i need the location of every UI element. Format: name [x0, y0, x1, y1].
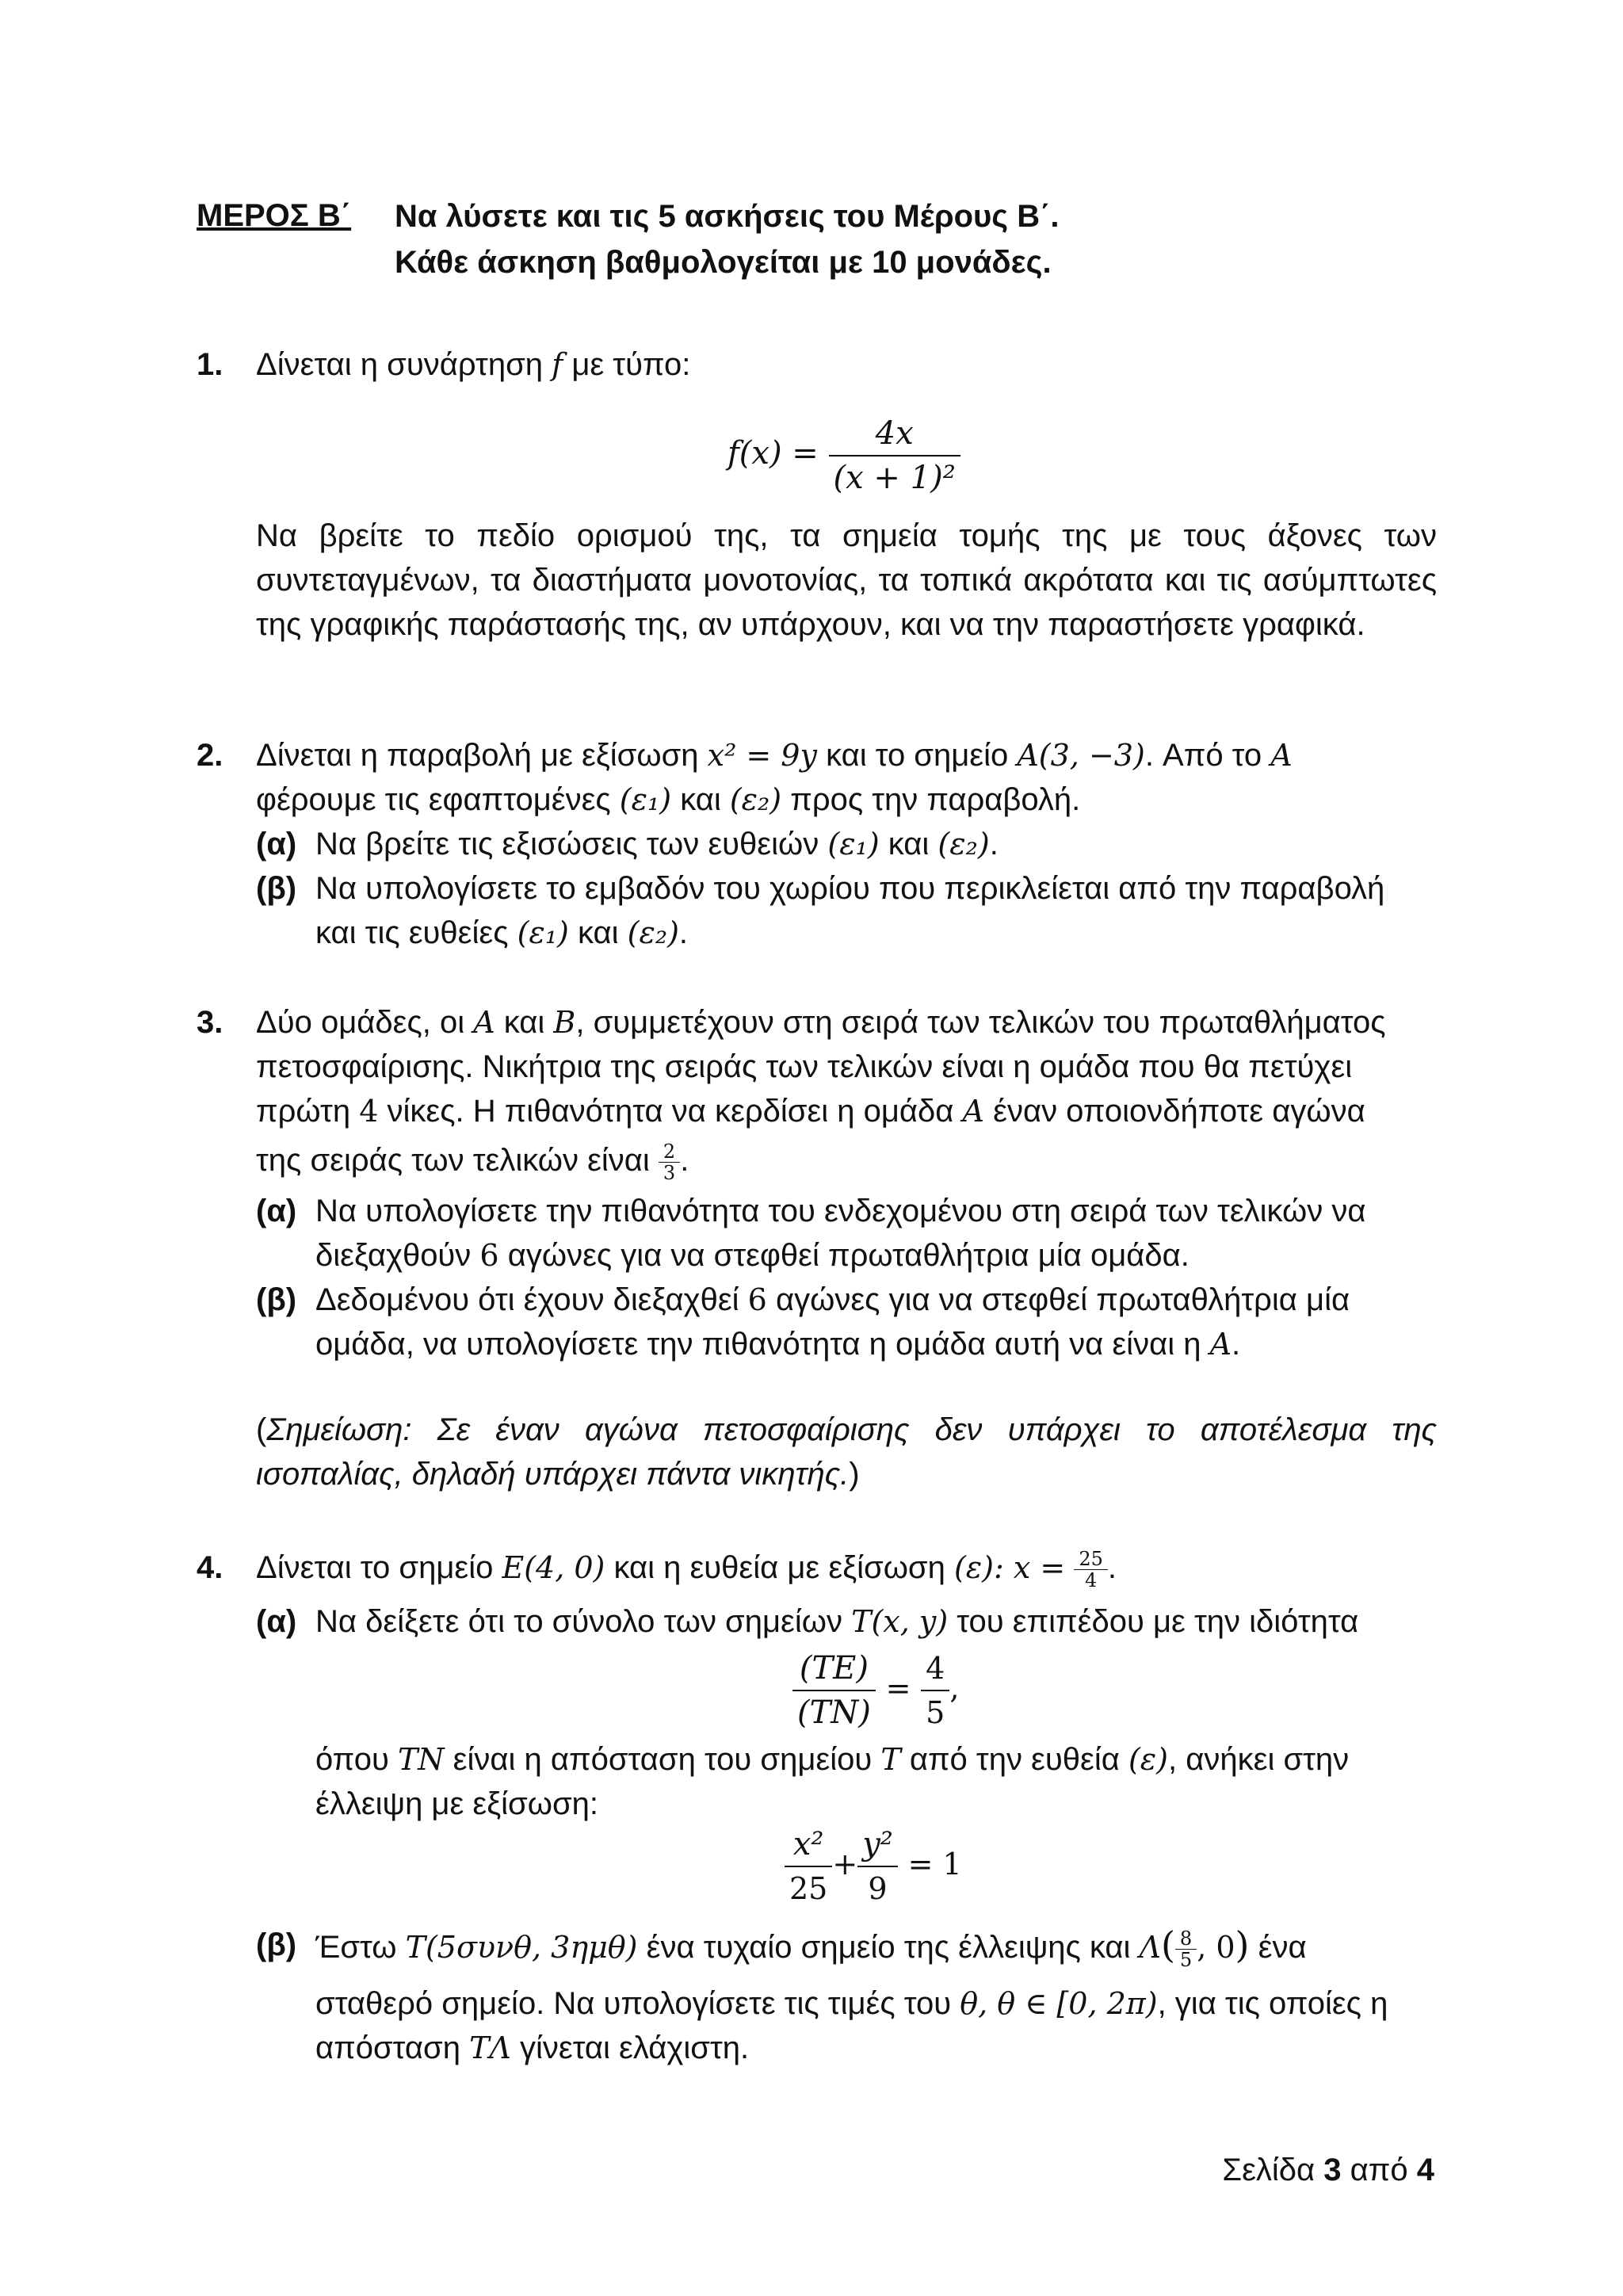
tangent-1: (ε₁): [619, 782, 672, 817]
numerator: y²: [857, 1823, 898, 1867]
total-pages: 4: [1416, 2153, 1434, 2187]
line-equation: (ε): x =: [953, 1550, 1066, 1585]
text: της σειράς των τελικών είναι: [256, 1143, 659, 1178]
numerator: 8: [1175, 1928, 1197, 1950]
exercise-2-line-1: [256, 733, 1437, 777]
tangent-2: (ε₂): [627, 915, 679, 950]
exercise-2-number: 2.: [197, 738, 223, 773]
denominator: 25: [789, 1871, 828, 1906]
text: .: [680, 1143, 689, 1178]
text: .: [989, 827, 999, 861]
text: έλλειψη με εξίσωση:: [315, 1786, 599, 1821]
text: έναν οποιονδήποτε αγώνα: [984, 1094, 1365, 1129]
instructions-line-1: Να λύσετε και τις 5 ασκήσεις του Μέρους Β΄.: [395, 199, 1060, 234]
text: , ανήκει στην: [1168, 1742, 1350, 1777]
rhs: = 1: [907, 1847, 962, 1881]
text: και: [495, 1005, 554, 1040]
exercise-2-a-text: [315, 822, 1437, 866]
formula-lhs: f(x) =: [727, 435, 819, 472]
text: γίνεται ελάχιστη.: [510, 2030, 750, 2065]
plus: +: [832, 1847, 858, 1881]
text: Έστω: [315, 1930, 406, 1965]
point-E: E(4, 0): [502, 1550, 605, 1585]
text: αγώνες για να στεφθεί πρωταθλήτρια μία ομάδα.: [498, 1238, 1190, 1273]
exercise-1-intro-text-end: με τύπο:: [563, 347, 691, 382]
text: όπου: [315, 1742, 398, 1777]
part-label: ΜΕΡΟΣ Β΄: [197, 198, 352, 233]
text: , συμμετέχουν στη σειρά των τελικών του πρωταθλήματος: [575, 1005, 1386, 1040]
exercise-3-note: [256, 1408, 1437, 1496]
page-footer: [1222, 2148, 1434, 2192]
point-L-fraction: [1175, 1928, 1197, 1970]
exercise-4-a-line-1: [315, 1599, 1437, 1644]
text: προς την παραβολή.: [781, 782, 1081, 817]
text: . Από το: [1144, 738, 1271, 773]
exercise-4-a-line-2: [315, 1737, 1437, 1826]
exercise-4-number: 4.: [197, 1550, 223, 1585]
tangent-1: (ε₁): [827, 827, 880, 861]
text: Να δείξετε ότι το σύνολο των σημείων: [315, 1604, 852, 1639]
text: πρώτη: [256, 1094, 360, 1129]
text: από την ευθεία: [900, 1742, 1128, 1777]
numerator: x²: [785, 1823, 832, 1867]
text: απόσταση: [315, 2030, 470, 2065]
point-T: T(x, y): [851, 1604, 949, 1639]
text: νίκες. Η πιθανότητα να κερδίσει η ομάδα: [378, 1094, 963, 1129]
instructions-line-2: Κάθε άσκηση βαθμολογείται με 10 μονάδες.: [395, 245, 1052, 280]
text: Δίνεται η παραβολή με εξίσωση: [256, 738, 708, 773]
exercise-3-text: [256, 1000, 1437, 1183]
exercise-4-b-text: Έστω T(5συνθ, 3ημθ) ένα τυχαίο σημείο της έλλειψης και Λ( $\frac{8}{5}$ , 0) ένα σταθερό σημείο. Να υπολογίσετε τις τιμές του θ, θ ∈ [0, 2π), για τις οποίες η απόσταση TΛ γίνεται ελάχιστη.: [315, 1924, 1388, 2065]
text: Δίνεται το σημείο: [256, 1550, 502, 1585]
note-italic: Σημείωση: Σε έναν αγώνα πετοσφαίρισης δεν υπάρχει το αποτέλεσμα της ισοπαλίας, δηλαδή υπάρχει πάντα νικητής.: [256, 1412, 1437, 1492]
numerator: 25: [1074, 1549, 1108, 1570]
text: διεξαχθούν: [315, 1238, 480, 1273]
footer-text: Σελίδα: [1222, 2153, 1324, 2187]
point-A-symbol: A: [1270, 738, 1293, 773]
exercise-4-a-label: (α): [256, 1604, 297, 1639]
text: .: [1107, 1550, 1117, 1585]
team-A: A: [1209, 1327, 1232, 1362]
ratio-equation: [792, 1647, 959, 1734]
exercise-3-a-label: (α): [256, 1194, 297, 1228]
part-instructions: [395, 193, 1060, 285]
text: και η ευθεία με εξίσωση: [605, 1550, 954, 1585]
numerator: (TE): [792, 1647, 876, 1691]
tangent-1: (ε₁): [517, 915, 569, 950]
text: και: [671, 782, 730, 817]
distance-TN: TN: [397, 1742, 445, 1777]
denominator: 3: [663, 1161, 676, 1184]
number-six: 6: [747, 1282, 767, 1317]
comma: ,: [949, 1671, 960, 1706]
team-A: A: [962, 1094, 984, 1129]
formula-numerator: 4x: [829, 412, 960, 457]
exercise-2-a-label: (α): [256, 827, 297, 861]
point-T: T: [880, 1742, 901, 1777]
exercise-3-b-label: (β): [256, 1282, 297, 1317]
text: ομάδα, να υπολογίσετε την πιθανότητα η ομάδα αυτή να είναι η: [315, 1327, 1210, 1362]
ratio-value: [921, 1647, 949, 1734]
text: φέρουμε τις εφαπτομένες: [256, 782, 620, 817]
text: (: [256, 1412, 267, 1447]
text: ): [849, 1457, 860, 1492]
tangent-2: (ε₂): [938, 827, 990, 861]
exercise-2-b-label: (β): [256, 871, 297, 906]
equals: =: [885, 1671, 911, 1706]
exercise-2-b-text: [315, 866, 1437, 955]
text: .: [678, 915, 689, 950]
team-A: A: [473, 1005, 495, 1040]
text: Δεδομένου ότι έχουν διεξαχθεί: [315, 1282, 748, 1317]
exercise-2-line-2: [256, 777, 1437, 822]
theta-domain: θ, θ ∈ [0, 2π): [960, 1986, 1158, 2021]
number-four: 4: [359, 1094, 379, 1129]
text: [256, 1000, 1437, 1045]
ellipse-equation: [785, 1823, 962, 1910]
point-T-param: T(5συνθ, 3ημθ): [405, 1930, 638, 1965]
text: , για τις οποίες η: [1157, 1986, 1388, 2021]
denominator: 4: [1085, 1568, 1098, 1591]
text: Να υπολογίσετε την πιθανότητα του ενδεχομένου στη σειρά των τελικών να: [315, 1194, 1366, 1228]
denominator: 9: [868, 1871, 888, 1906]
text: και το σημείο: [816, 738, 1018, 773]
probability-fraction: [659, 1141, 680, 1183]
exercise-1-number: 1.: [197, 347, 223, 382]
team-B: B: [553, 1005, 576, 1040]
text: ένα τυχαίο σημείο της έλλειψης και: [637, 1930, 1140, 1965]
line-fraction: [1074, 1549, 1108, 1591]
tangent-2: (ε₂): [729, 782, 782, 817]
distance-TL: TΛ: [469, 2030, 511, 2065]
exercise-4-b-label: (β): [256, 1927, 297, 1962]
denominator: 5: [926, 1695, 945, 1730]
text: και: [568, 915, 628, 950]
denominator: 5: [1179, 1948, 1193, 1971]
numerator: 4: [921, 1647, 949, 1691]
text: .: [1232, 1327, 1241, 1362]
exercise-4-line-1: [256, 1545, 1437, 1591]
page-number: 3: [1323, 2153, 1342, 2187]
numerator: 2: [659, 1141, 680, 1163]
text: Δύο ομάδες, οι: [256, 1005, 474, 1040]
formula-denominator: (x + 1)²: [833, 460, 956, 496]
text: και τις ευθείες: [315, 915, 517, 950]
ellipse-fraction-x: [785, 1823, 832, 1910]
text: σταθερό σημείο. Να υπολογίσετε τις τιμές του: [315, 1986, 960, 2021]
line-epsilon: (ε): [1128, 1742, 1169, 1777]
exercise-3-b-text: [315, 1278, 1437, 1366]
footer-text: από: [1341, 2153, 1417, 2187]
exercise-1-text: Να βρείτε το πεδίο ορισμού της, τα σημεία τομής της με τους άξονες των συντεταγμένων, τα διαστήματα μονοτονίας, τα τοπικά ακρότατα και τις ασύμπτωτες της γραφικής παράστασής της, αν υπάρχουν, και να την παραστήσετε γραφικά.: [256, 518, 1437, 642]
point-L-y: , 0: [1197, 1930, 1235, 1965]
ellipse-fraction-y: [857, 1823, 898, 1910]
text: είναι η απόσταση του σημείου: [444, 1742, 881, 1777]
exercise-1-formula: [727, 412, 960, 499]
function-symbol: f: [552, 347, 563, 382]
formula-fraction: [829, 412, 960, 499]
point-L: Λ: [1139, 1930, 1161, 1965]
text: πετοσφαίρισης. Νικήτρια της σειράς των τελικών είναι η ομάδα που θα πετύχει: [256, 1049, 1353, 1084]
exercise-3-a-text: [315, 1189, 1437, 1278]
denominator: (TN): [797, 1694, 871, 1731]
text: του επιπέδου με την ιδιότητα: [948, 1604, 1359, 1639]
text: αγώνες για να στεφθεί πρωταθλήτρια μία: [766, 1282, 1350, 1317]
exercise-1-intro: [256, 342, 1437, 387]
exercise-1-intro-text: Δίνεται η συνάρτηση: [256, 347, 552, 382]
point-A: A(3, −3): [1017, 738, 1145, 773]
parabola-equation: x² = 9y: [707, 738, 817, 773]
exercise-3-number: 3.: [197, 1005, 223, 1040]
ratio-fraction: [792, 1647, 876, 1734]
text: και: [879, 827, 938, 861]
text: Να βρείτε τις εξισώσεις των ευθειών: [315, 827, 828, 861]
text: ένα: [1249, 1930, 1307, 1965]
number-six: 6: [479, 1238, 499, 1273]
text: Να υπολογίσετε το εμβαδόν του χωρίου που περικλείεται από την παραβολή: [315, 871, 1385, 906]
